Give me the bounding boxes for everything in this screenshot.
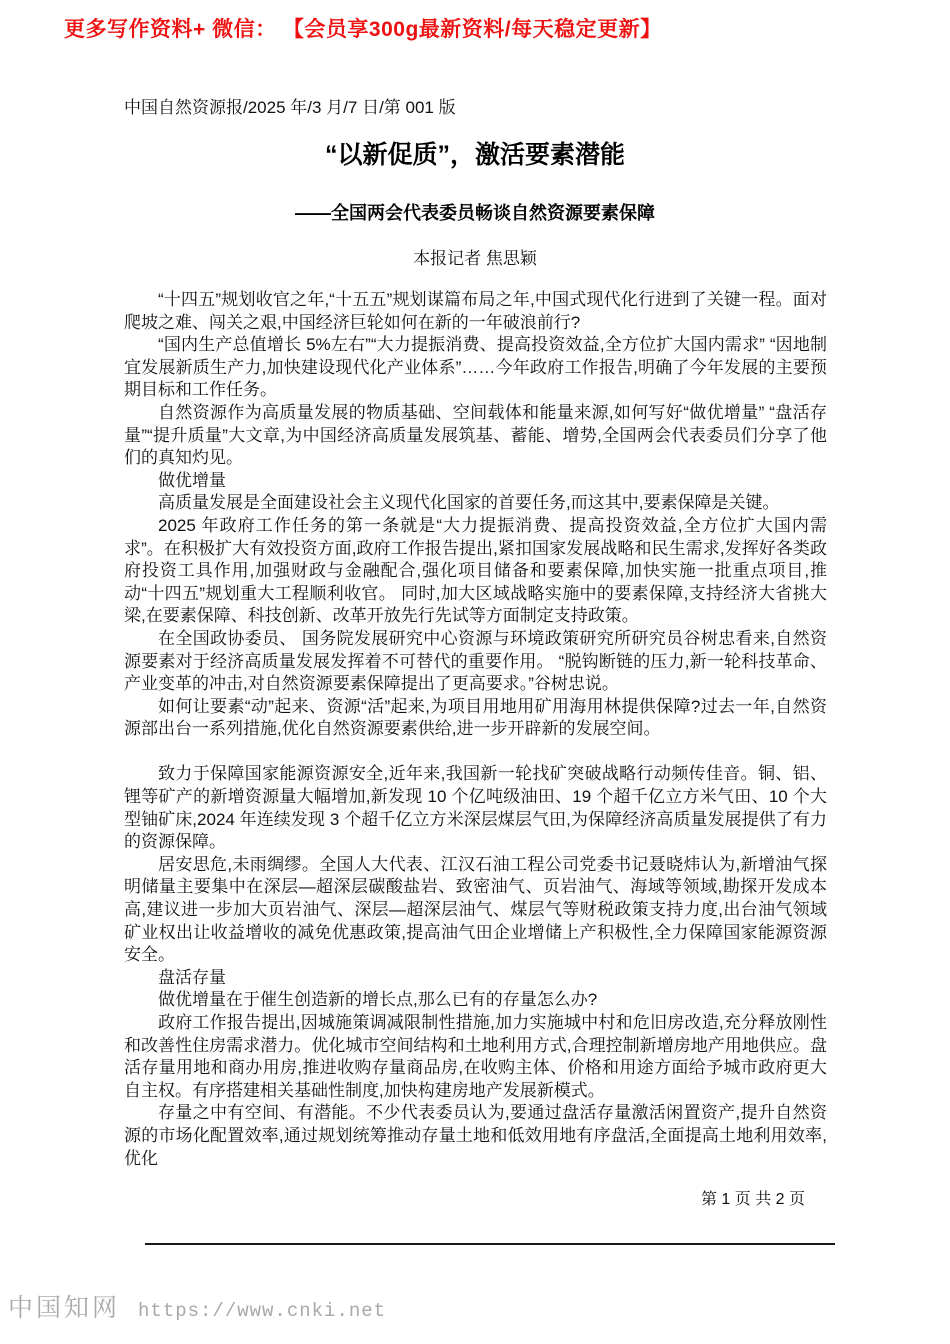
body-paragraph: 做优增量在于催生创造新的增长点,那么已有的存量怎么办? <box>158 990 598 1010</box>
body-paragraph: 高质量发展是全面建设社会主义现代化国家的首要任务,而这其中,要素保障是关键。 <box>158 493 780 513</box>
body-paragraph: 2025 年政府工作任务的第一条就是“大力提振消费、提高投资效益,全方位扩大国内需求”。在积极扩大有效投资方面,政府工作报告提出,紧扣国家发展战略和民生需求,发挥好各类政府投资工具作用,加强财政与金融配合,强化项目储备和要素保障,加快实施一批重点项目,推动“十四五”规划重大工程顺利收官。 同时,加大区域战略实施中的要素保障,支持经济大省挑大梁,在要素保障、科技创新、改革开放先行先试等方面制定支持政策。 <box>124 515 827 626</box>
section-subhead: 盘活存量 <box>158 967 226 987</box>
cnki-url-text: https://www.cnki.net <box>138 1300 387 1322</box>
body-paragraph: 存量之中有空间、有潜能。不少代表委员认为,要通过盘活存量激活闲置资产,提升自然资源的市场化配置效率,通过规划统筹推动存量土地和低效用地有序盘活,全面提高土地利用效率,优化 <box>124 1103 827 1168</box>
page-indicator: 第 1 页 共 2 页 <box>700 1191 805 1209</box>
body-paragraph: “十四五”规划收官之年,“十五五”规划谋篇布局之年,中国式现代化行进到了关键一程。面对爬坡之难、闯关之艰,中国经济巨轮如何在新的一年破浪前行? <box>124 290 827 332</box>
cnki-watermark <box>8 1288 386 1324</box>
body-paragraph: 自然资源作为高质量发展的物质基础、空间载体和能量来源,如何写好“做优增量” “盘活存量”“提升质量”大文章,为中国经济高质量发展筑基、蓄能、增势,全国两会代表委员们分享了他们的真知灼见。 <box>124 402 827 468</box>
body-paragraph: 在全国政协委员、 国务院发展研究中心资源与环境政策研究所研究员谷树忠看来,自然资源要素对于经济高质量发展发挥着不可替代的重要作用。 “脱钩断链的压力,新一轮科技革命、产业变革的冲击,对自然资源要素保障提出了更高要求。”谷树忠说。 <box>124 628 827 694</box>
body-paragraph: 居安思危,未雨绸缪。全国人大代表、江汉石油工程公司党委书记聂晓炜认为,新增油气探明储量主要集中在深层—超深层碳酸盐岩、致密油气、页岩油气、海域等领域,勘探开发成本高,建议进一步加大页岩油气、深层—超深层油气、煤层气等财税政策支持力度,出台油气领域矿业权出让收益增收的减免优惠政策,提高油气田企业增储上产积极性,全力保障国家能源资源安全。 <box>124 854 827 965</box>
body-paragraph: 如何让要素“动”起来、资源“活”起来,为项目用地用矿用海用林提供保障?过去一年,自然资源部出台一系列措施,优化自然资源要素供给,进一步开辟新的发展空间。 <box>124 696 827 739</box>
section-subhead: 做优增量 <box>158 470 226 490</box>
footer-divider <box>145 1243 835 1245</box>
article-subtitle: ——全国两会代表委员畅谈自然资源要素保障 <box>295 203 655 223</box>
body-paragraph: “国内生产总值增长 5%左右”“大力提振消费、提高投资效益,全方位扩大国内需求” “因地制宜发展新质生产力,加快建设现代化产业体系”……今年政府工作报告,明确了今年发展的主要预期目标和工作任务。 <box>124 335 827 400</box>
body-paragraph: 致力于保障国家能源资源安全,近年来,我国新一轮找矿突破战略行动频传佳音。铜、铝、锂等矿产的新增资源量大幅增加,新发现 10 个亿吨级油田、19 个超千亿立方米气田、10 个大型铀矿床,2024 年连续发现 3 个超千亿立方米深层煤层气田,为保障经济高质量发展提供了有力的资源保障。 <box>124 764 827 852</box>
body-paragraph: 政府工作报告提出,因城施策调减限制性措施,加力实施城中村和危旧房改造,充分释放刚性和改善性住房需求潜力。优化城市空间结构和土地利用方式,合理控制新增房地产用地供应。盘活存量用地和商办用房,推进收购存量商品房,在收购主体、价格和用途方面给予城市政府更大自主权。有序搭建相关基础性制度,加快构建房地产发展新模式。 <box>124 1013 827 1100</box>
article-byline: 本报记者 焦思颖 <box>413 249 537 268</box>
article-title: “以新促质”，激活要素潜能 <box>324 141 625 169</box>
promo-banner: 更多写作资料+ 微信： 【会员享300g最新资料/每天稳定更新】 <box>64 18 662 41</box>
article-body <box>124 289 827 1212</box>
cnki-logo-text: 中国知网 <box>8 1295 121 1322</box>
source-line: 中国自然资源报/2025 年/3 月/7 日/第 001 版 <box>124 98 456 117</box>
